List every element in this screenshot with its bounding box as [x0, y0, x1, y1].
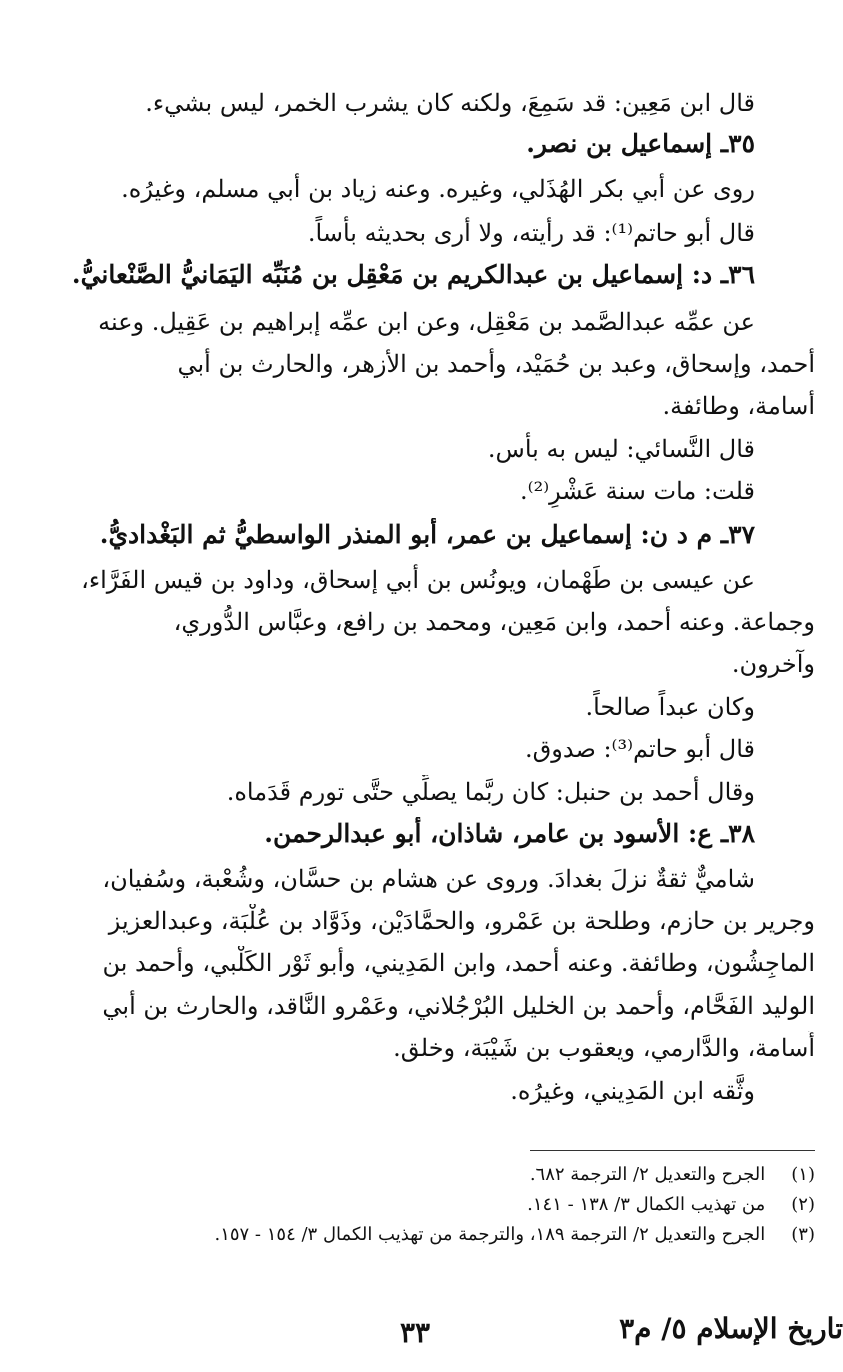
text-line: وكان عبداً صالحاً.	[585, 693, 755, 721]
page-number: ٣٣	[400, 1316, 431, 1349]
text-line: وآخرون.	[731, 650, 815, 678]
footnote	[28, 1222, 815, 1248]
entry-heading: ٣٥ـ إسماعيل بن نصر.	[526, 129, 755, 158]
footnote-text: من تهذيب الكمال ٣/ ١٣٨ - ١٤١.	[527, 1194, 766, 1215]
footnote-text: الجرح والتعديل ٢/ الترجمة ١٨٩، والترجمة من تهذيب الكمال ٣/ ١٥٤ - ١٥٧.	[214, 1224, 766, 1245]
text-line: عن عمِّه عبدالصَّمد بن مَعْقِل، وعن ابن عمِّه إبراهيم بن عَقِيل. وعنه	[98, 308, 755, 336]
running-footer-title: تاريخ الإسلام ٥/ م٣	[619, 1312, 843, 1345]
text-line: أسامة، وطائفة.	[662, 392, 815, 420]
text-line: روى عن أبي بكر الهُذَلي، وغيره. وعنه زياد بن أبي مسلم، وغيرُه.	[121, 175, 755, 203]
text-line: أُسامة، والدَّارمي، ويعقوب بن شَيْبَة، وخلق.	[393, 1034, 815, 1062]
entry-heading: ٣٧ـ م د ن: إسماعيل بن عمر، أبو المنذر الواسطيُّ ثم البَغْداديُّ.	[99, 520, 755, 549]
footnote-text: الجرح والتعديل ٢/ الترجمة ٦٨٢.	[529, 1164, 766, 1185]
footnote-number: (١)	[791, 1164, 815, 1185]
text-line: قال أبو حاتم⁽¹⁾: قد رأيته، ولا أرى بحديثه بأساً.	[307, 219, 755, 247]
text-line: أحمد، وإسحاق، وعبد بن حُمَيْد، وأحمد بن الأزهر، والحارث بن أبي	[177, 350, 815, 378]
text-line: شاميٌّ ثقةٌ نزلَ بغدادَ. وروى عن هشام بن حسَّان، وشُعْبة، وسُفيان،	[102, 865, 755, 893]
text-line: الوليد الفَحَّام، وأحمد بن الخليل البُرْجُلاني، وعَمْرو النَّاقد، والحارث بن أبي	[102, 992, 815, 1020]
entry-heading: ٣٦ـ د: إسماعيل بن عبدالكريم بن مَعْقِل بن مُنَبِّه اليَمَانيُّ الصَّنْعانيُّ.	[71, 260, 755, 289]
text-line: الماجِشُون، وطائفة. وعنه أحمد، وابن المَدِيني، وأبو ثَوْر الكَلْبي، وأحمد بن	[102, 949, 815, 977]
text-line: وجماعة. وعنه أحمد، وابن مَعِين، ومحمد بن رافع، وعبَّاس الدُّوري،	[173, 608, 815, 636]
text-line: قال أبو حاتم⁽³⁾: صدوق.	[525, 735, 755, 763]
text-line: قال ابن مَعِين: قد سَمِعَ، ولكنه كان يشرب الخمر، ليس بشيء.	[145, 89, 755, 117]
footnote	[28, 1192, 815, 1218]
text-line: وجرير بن حازم، وطلحة بن عَمْرو، والحمَّادَيْن، وذَوَّاد بن عُلْبَة، وعبدالعزيز	[108, 907, 815, 935]
text-line: قال النَّسائي: ليس به بأس.	[487, 435, 755, 463]
text-line: عن عيسى بن طَهْمان، ويونُس بن أبي إسحاق، وداود بن قيس الفَرَّاء،	[81, 566, 755, 594]
text-line: وقال أحمد بن حنبل: كان ربَّما يصلِّي حتَّى تورم قَدَماه.	[226, 778, 755, 806]
footnote-number: (٢)	[791, 1194, 815, 1215]
entry-heading: ٣٨ـ ع: الأسود بن عامر، شاذان، أبو عبدالرحمن.	[264, 819, 755, 848]
footnote	[28, 1162, 815, 1188]
text-line: قلت: مات سنة عَشْرٍ⁽²⁾.	[520, 477, 755, 505]
text-line: وثَّقه ابن المَدِيني، وغيرُه.	[510, 1077, 755, 1105]
footnote-divider	[530, 1150, 815, 1151]
footnote-number: (٣)	[791, 1224, 815, 1245]
